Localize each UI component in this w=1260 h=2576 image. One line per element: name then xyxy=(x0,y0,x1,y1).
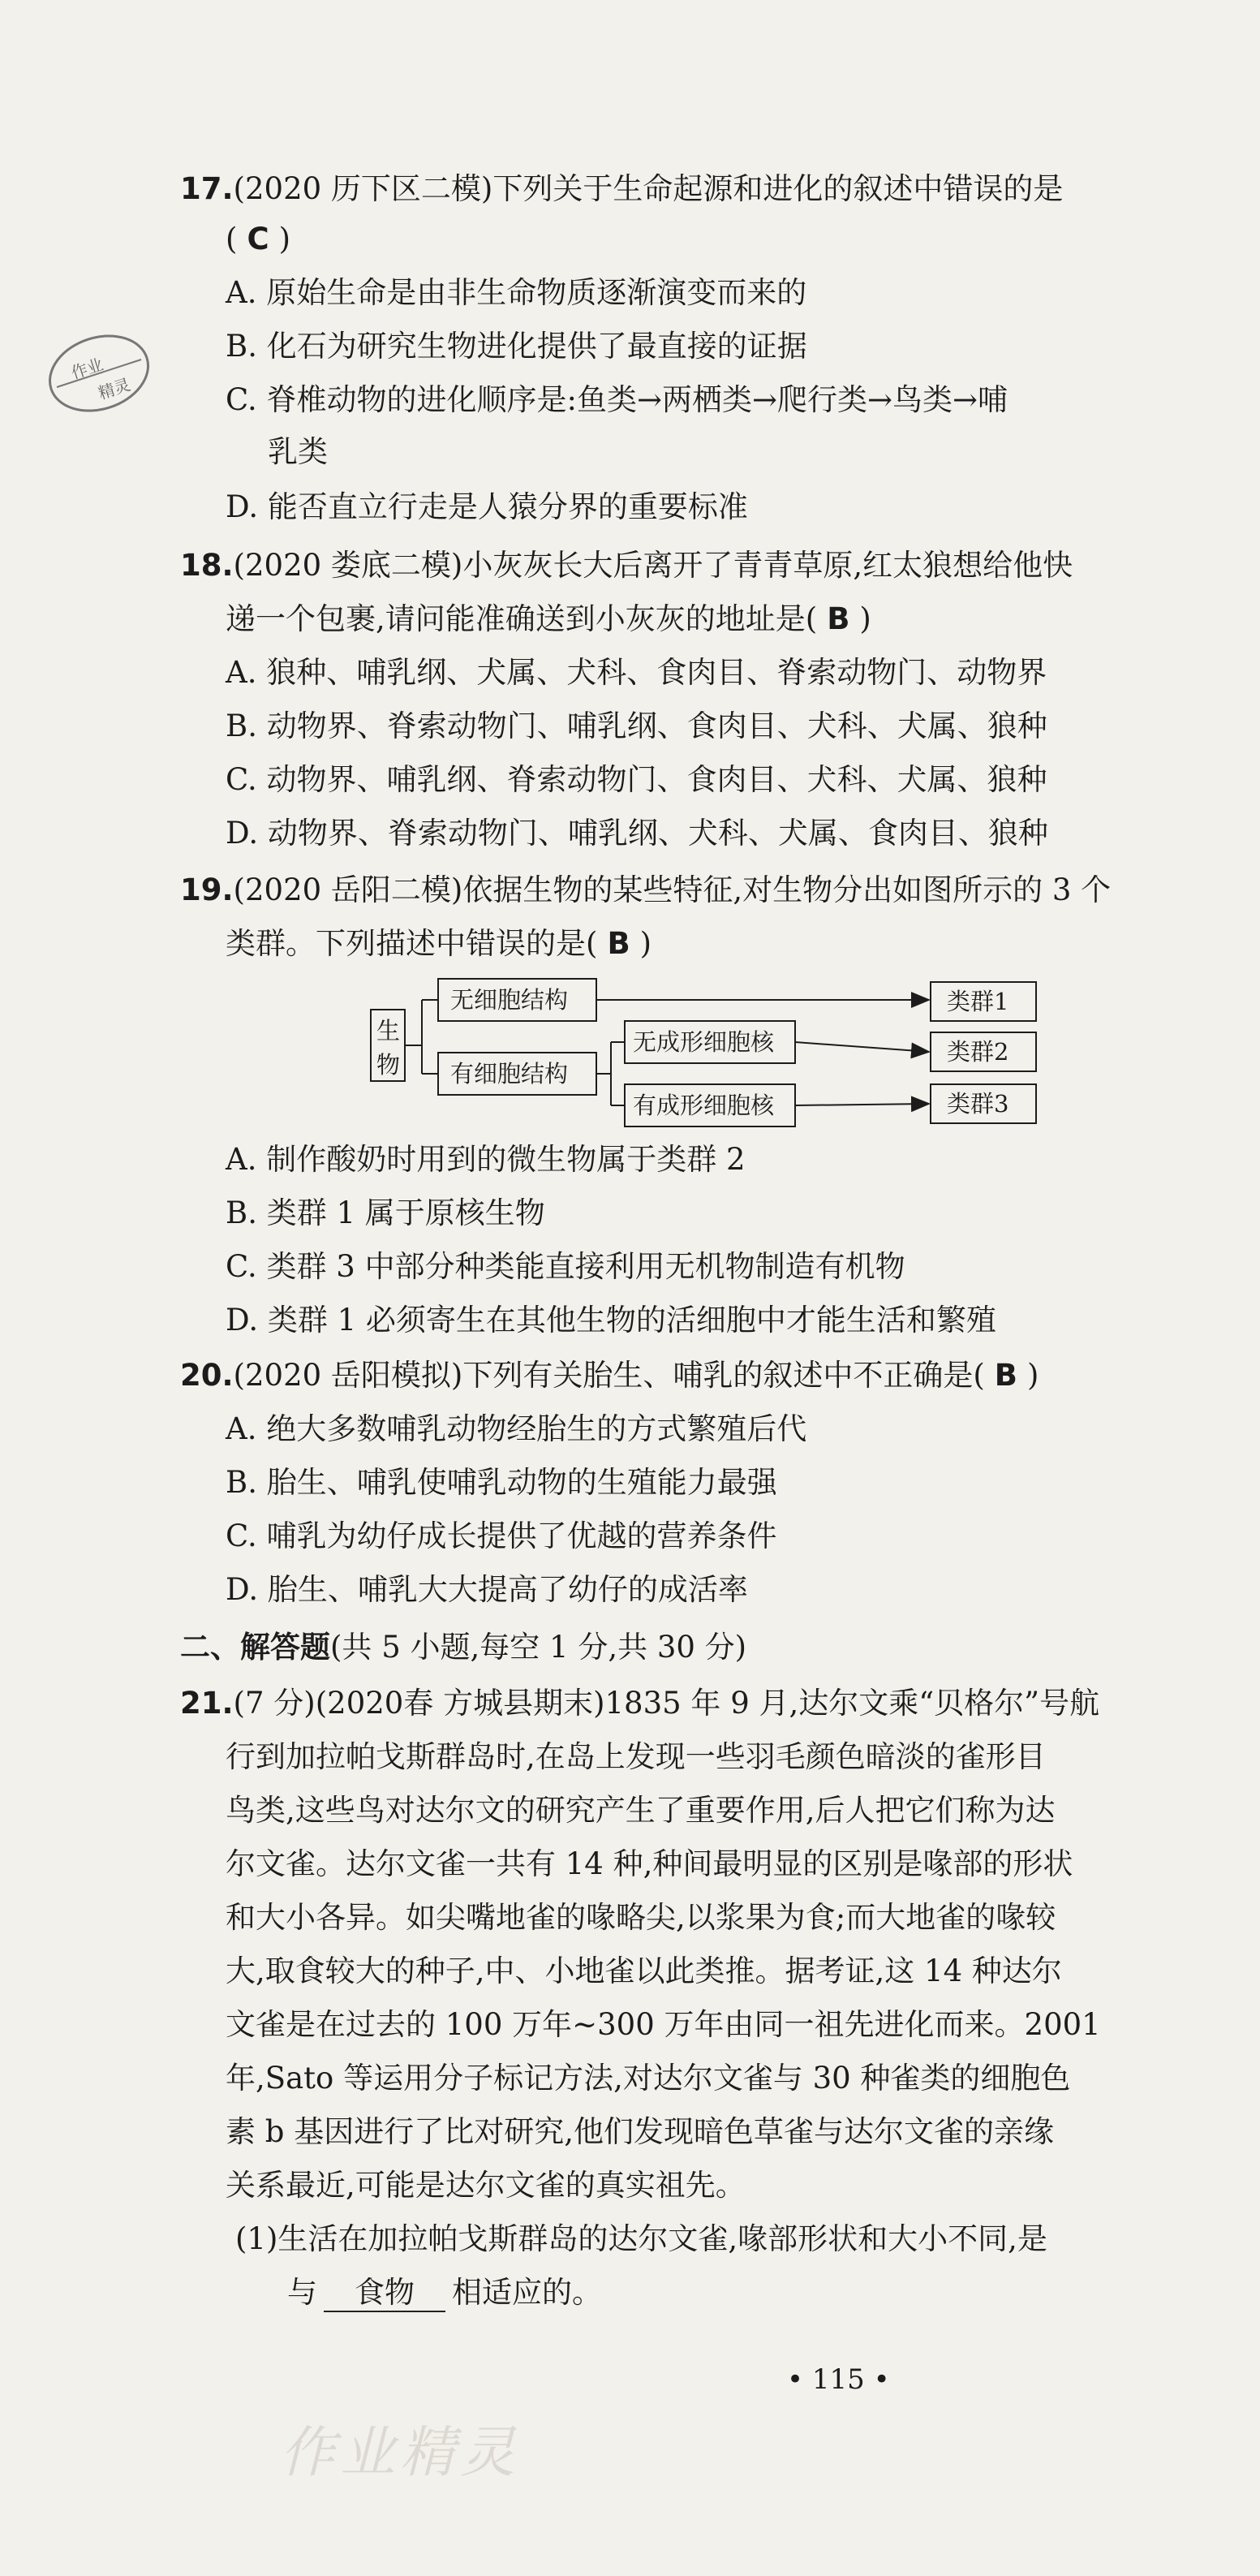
q18-option-c: C. 动物界、哺乳纲、脊索动物门、食肉目、犬科、犬属、狼种 xyxy=(226,762,1047,797)
q21-line-7: 文雀是在过去的 100 万年~300 万年由同一祖先进化而来。2001 xyxy=(226,2007,1101,2042)
q17-stem: (2020 历下区二模)下列关于生命起源和进化的叙述中错误的是 xyxy=(233,171,1064,206)
q20-paren-close: ) xyxy=(1026,1358,1039,1393)
q17-option-b: B. 化石为研究生物进化提供了最直接的证据 xyxy=(226,329,807,364)
q21-line-5: 和大小各异。如尖嘴地雀的喙略尖,以浆果为食;而大地雀的喙较 xyxy=(226,1900,1056,1935)
q18-stem: (2020 娄底二模)小灰灰长大后离开了青青草原,红太狼想给他快 xyxy=(233,548,1073,583)
classification-diagram xyxy=(369,974,1083,1144)
q20-number: 20. xyxy=(180,1358,234,1393)
has-cell-label: 有细胞结构 xyxy=(450,1060,569,1088)
q21-text-1: (7 分)(2020春 方城县期末)1835 年 9 月,达尔文乘“贝格尔”号航 xyxy=(233,1686,1100,1721)
q18-stem-cont: 递一个包裹,请问能准确送到小灰灰的地址是( xyxy=(226,601,818,636)
q17-option-c-cont: 乳类 xyxy=(268,434,328,469)
q21-line-3: 鸟类,这些鸟对达尔文的研究产生了重要作用,后人把它们称为达 xyxy=(226,1793,1056,1828)
q18-number: 18. xyxy=(180,548,234,583)
q21-sub1-post: 相适应的。 xyxy=(452,2275,602,2310)
q19-stem: (2020 岳阳二模)依据生物的某些特征,对生物分出如图所示的 3 个 xyxy=(233,872,1112,907)
q20-stem: (2020 岳阳模拟)下列有关胎生、哺乳的叙述中不正确是( xyxy=(233,1358,985,1393)
stamp-top-text: 作业 xyxy=(68,354,106,383)
q18-option-d: D. 动物界、脊索动物门、哺乳纲、犬科、犬属、食肉目、狼种 xyxy=(226,816,1048,851)
q19-stem-line2 xyxy=(226,924,652,964)
q20-option-d: D. 胎生、哺乳大大提高了幼仔的成活率 xyxy=(226,1572,748,1607)
q20-answer: B xyxy=(994,1358,1017,1393)
section2-header xyxy=(180,1626,746,1668)
section2-title: 二、解答题 xyxy=(180,1629,330,1665)
q19-option-b: B. 类群 1 属于原核生物 xyxy=(226,1195,545,1230)
q20-option-c: C. 哺乳为幼仔成长提供了优越的营养条件 xyxy=(226,1518,777,1553)
arrow-to-group3 xyxy=(795,1104,929,1105)
q19-option-a: A. 制作酸奶时用到的微生物属于类群 2 xyxy=(226,1142,746,1177)
watermark-stamp-icon xyxy=(42,329,156,418)
q18-answer: B xyxy=(827,601,850,636)
page-number: • 115 • xyxy=(787,2363,890,2396)
arrow-to-group2 xyxy=(795,1042,929,1052)
q21-sub1-answer-blank[interactable]: 食物 xyxy=(324,2275,445,2312)
group1-label: 类群1 xyxy=(947,988,1009,1015)
group3-label: 类群3 xyxy=(947,1090,1009,1118)
q17-paren-open: ( xyxy=(226,222,238,256)
stamp-bottom-text: 精灵 xyxy=(96,374,133,403)
q21-sub1-line2 xyxy=(287,2272,602,2313)
q18-paren-close: ) xyxy=(859,601,871,636)
q21-line-6: 大,取食较大的种子,中、小地雀以此类推。据考证,这 14 种达尔 xyxy=(226,1954,1062,1988)
q18-stem-line1 xyxy=(180,545,1073,586)
has-nucleus-label: 有成形细胞核 xyxy=(633,1092,775,1119)
q19-answer: B xyxy=(607,926,630,961)
group2-label: 类群2 xyxy=(947,1038,1009,1066)
q17-option-c: C. 脊椎动物的进化顺序是:鱼类→两栖类→爬行类→鸟类→哺 xyxy=(226,382,1008,417)
root-label-1: 生 xyxy=(376,1017,401,1045)
q21-number: 21. xyxy=(180,1686,234,1721)
q19-option-c: C. 类群 3 中部分种类能直接利用无机物制造有机物 xyxy=(226,1249,905,1284)
q21-sub1-line1: (1)生活在加拉帕戈斯群岛的达尔文雀,喙部形状和大小不同,是 xyxy=(235,2221,1047,2256)
q21-line-1 xyxy=(180,1683,1099,1724)
q21-line-8: 年,Sato 等运用分子标记方法,对达尔文雀与 30 种雀类的细胞色 xyxy=(226,2061,1071,2096)
q18-option-b: B. 动物界、脊索动物门、哺乳纲、食肉目、犬科、犬属、狼种 xyxy=(226,709,1047,743)
q20-option-a: A. 绝大多数哺乳动物经胎生的方式繁殖后代 xyxy=(226,1411,807,1446)
q21-sub1-pre: 与 xyxy=(287,2275,317,2310)
q21-line-10: 关系最近,可能是达尔文雀的真实祖先。 xyxy=(226,2168,746,2203)
q19-stem-cont: 类群。下列描述中错误的是( xyxy=(226,926,598,961)
q17-answer: C xyxy=(247,222,269,256)
q21-line-4: 尔文雀。达尔文雀一共有 14 种,种间最明显的区别是喙部的形状 xyxy=(226,1846,1073,1881)
q17-number: 17. xyxy=(180,171,234,206)
q17-option-d: D. 能否直立行走是人猿分界的重要标准 xyxy=(226,489,748,524)
root-label-2: 物 xyxy=(376,1051,401,1079)
no-cell-label: 无细胞结构 xyxy=(450,986,569,1014)
q21-line-2: 行到加拉帕戈斯群岛时,在岛上发现一些羽毛颜色暗淡的雀形目 xyxy=(226,1739,1046,1774)
q17-paren-close: ) xyxy=(278,222,291,256)
q19-paren-close: ) xyxy=(639,926,652,961)
watermark-logo: 作业精灵 xyxy=(280,2421,521,2485)
q17-answer-line xyxy=(226,219,290,260)
q18-option-a: A. 狼种、哺乳纲、犬属、犬科、食肉目、脊索动物门、动物界 xyxy=(226,655,1047,690)
q20-stem-line1 xyxy=(180,1355,1039,1396)
q21-line-9: 素 b 基因进行了比对研究,他们发现暗色草雀与达尔文雀的亲缘 xyxy=(226,2114,1054,2149)
q17-option-a: A. 原始生命是由非生命物质逐渐演变而来的 xyxy=(226,275,807,310)
section2-note: (共 5 小题,每空 1 分,共 30 分) xyxy=(330,1630,747,1665)
q20-option-b: B. 胎生、哺乳使哺乳动物的生殖能力最强 xyxy=(226,1465,777,1500)
no-nucleus-label: 无成形细胞核 xyxy=(633,1028,775,1056)
q19-option-d: D. 类群 1 必须寄生在其他生物的活细胞中才能生活和繁殖 xyxy=(226,1303,996,1338)
q19-stem-line1 xyxy=(180,870,1111,911)
q18-stem-line2 xyxy=(226,599,871,640)
q19-number: 19. xyxy=(180,872,234,907)
q17-stem-line1 xyxy=(180,169,1063,209)
